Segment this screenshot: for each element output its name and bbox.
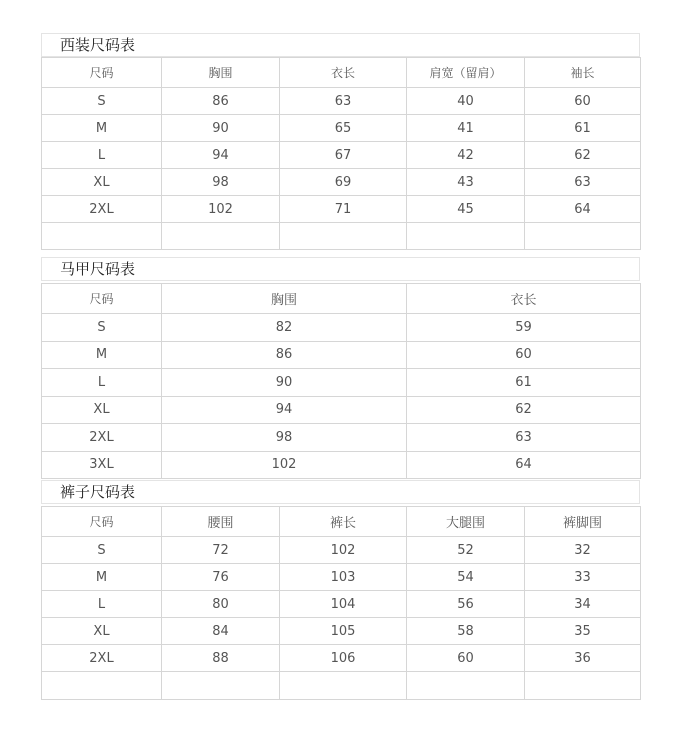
table-cell: 72 [162, 537, 280, 564]
table-cell: S [42, 314, 162, 342]
table-header-row [42, 58, 641, 88]
column-header-waist: 腰围 [162, 507, 280, 537]
table-cell: 86 [162, 341, 407, 369]
table-header-row [42, 507, 641, 537]
table-cell: 54 [407, 564, 525, 591]
table-cell: 58 [407, 618, 525, 645]
table-cell: S [42, 88, 162, 115]
column-header-length: 衣长 [280, 58, 407, 88]
table-cell: 63 [280, 88, 407, 115]
table-cell [280, 672, 407, 700]
pants-size-chart-title: 裤子尺码表 [41, 480, 640, 504]
column-header-size: 尺码 [42, 507, 162, 537]
table-cell: 63 [525, 169, 641, 196]
column-header-chest: 胸围 [162, 284, 407, 314]
table-cell [407, 223, 525, 250]
table-row [42, 369, 641, 397]
table-cell: M [42, 564, 162, 591]
table-cell: L [42, 369, 162, 397]
table-cell: 61 [407, 369, 641, 397]
table-cell [162, 672, 280, 700]
table-cell: 88 [162, 645, 280, 672]
table-cell: 52 [407, 537, 525, 564]
table-cell: 63 [407, 424, 641, 452]
empty-row [42, 672, 641, 700]
table-cell [280, 223, 407, 250]
table-cell [407, 672, 525, 700]
table-row [42, 142, 641, 169]
table-cell: M [42, 341, 162, 369]
table-cell: 94 [162, 396, 407, 424]
table-cell: 90 [162, 369, 407, 397]
table-cell: L [42, 142, 162, 169]
table-cell: 80 [162, 591, 280, 618]
table-cell: 60 [407, 645, 525, 672]
table-cell: 103 [280, 564, 407, 591]
table-row [42, 424, 641, 452]
table-cell: 84 [162, 618, 280, 645]
table-row [42, 115, 641, 142]
table-cell [162, 223, 280, 250]
table-cell: 34 [525, 591, 641, 618]
column-header-size: 尺码 [42, 284, 162, 314]
table-header-row [42, 284, 641, 314]
table-row [42, 564, 641, 591]
table-cell: 35 [525, 618, 641, 645]
table-cell: 94 [162, 142, 280, 169]
table-cell: 60 [525, 88, 641, 115]
table-cell: 71 [280, 196, 407, 223]
table-cell: 102 [162, 451, 407, 479]
table-cell [525, 672, 641, 700]
table-cell: 90 [162, 115, 280, 142]
table-cell: 2XL [42, 196, 162, 223]
table-cell: 42 [407, 142, 525, 169]
column-header-pants-length: 裤长 [280, 507, 407, 537]
column-header-sleeve: 袖长 [525, 58, 641, 88]
pants-size-table [41, 506, 641, 700]
table-cell: 40 [407, 88, 525, 115]
table-cell [42, 672, 162, 700]
table-cell: 86 [162, 88, 280, 115]
table-cell: XL [42, 169, 162, 196]
vest-size-chart-title: 马甲尺码表 [41, 257, 640, 281]
column-header-shoulder: 肩宽（留肩） [407, 58, 525, 88]
empty-row [42, 223, 641, 250]
table-row [42, 618, 641, 645]
table-cell: 104 [280, 591, 407, 618]
column-header-chest: 胸围 [162, 58, 280, 88]
table-cell: 32 [525, 537, 641, 564]
table-cell: 105 [280, 618, 407, 645]
column-header-thigh: 大腿围 [407, 507, 525, 537]
table-cell: 102 [280, 537, 407, 564]
table-cell: 2XL [42, 645, 162, 672]
table-cell: XL [42, 618, 162, 645]
table-cell: 41 [407, 115, 525, 142]
vest-size-table [41, 283, 641, 479]
column-header-length: 衣长 [407, 284, 641, 314]
suit-size-table [41, 57, 641, 250]
table-cell: 67 [280, 142, 407, 169]
table-cell: S [42, 537, 162, 564]
table-cell: 3XL [42, 451, 162, 479]
table-row [42, 451, 641, 479]
table-cell: 33 [525, 564, 641, 591]
table-row [42, 88, 641, 115]
table-row [42, 591, 641, 618]
table-cell: 2XL [42, 424, 162, 452]
suit-size-chart-title: 西装尺码表 [41, 33, 640, 57]
table-row [42, 169, 641, 196]
table-cell: 106 [280, 645, 407, 672]
column-header-hem: 裤脚围 [525, 507, 641, 537]
table-cell: 62 [525, 142, 641, 169]
table-row [42, 196, 641, 223]
table-row [42, 314, 641, 342]
table-row [42, 341, 641, 369]
table-cell: 61 [525, 115, 641, 142]
table-cell: 82 [162, 314, 407, 342]
table-row [42, 537, 641, 564]
table-cell: 62 [407, 396, 641, 424]
table-cell [525, 223, 641, 250]
table-row [42, 645, 641, 672]
table-cell: 45 [407, 196, 525, 223]
table-cell: 59 [407, 314, 641, 342]
table-cell: 43 [407, 169, 525, 196]
table-cell: 65 [280, 115, 407, 142]
table-cell: 64 [525, 196, 641, 223]
table-cell: 98 [162, 424, 407, 452]
table-cell: 76 [162, 564, 280, 591]
column-header-size: 尺码 [42, 58, 162, 88]
table-cell [42, 223, 162, 250]
table-row [42, 396, 641, 424]
table-cell: 64 [407, 451, 641, 479]
table-cell: 60 [407, 341, 641, 369]
table-cell: 69 [280, 169, 407, 196]
table-cell: 36 [525, 645, 641, 672]
table-cell: 102 [162, 196, 280, 223]
table-cell: XL [42, 396, 162, 424]
table-cell: 56 [407, 591, 525, 618]
table-cell: M [42, 115, 162, 142]
table-cell: L [42, 591, 162, 618]
table-cell: 98 [162, 169, 280, 196]
